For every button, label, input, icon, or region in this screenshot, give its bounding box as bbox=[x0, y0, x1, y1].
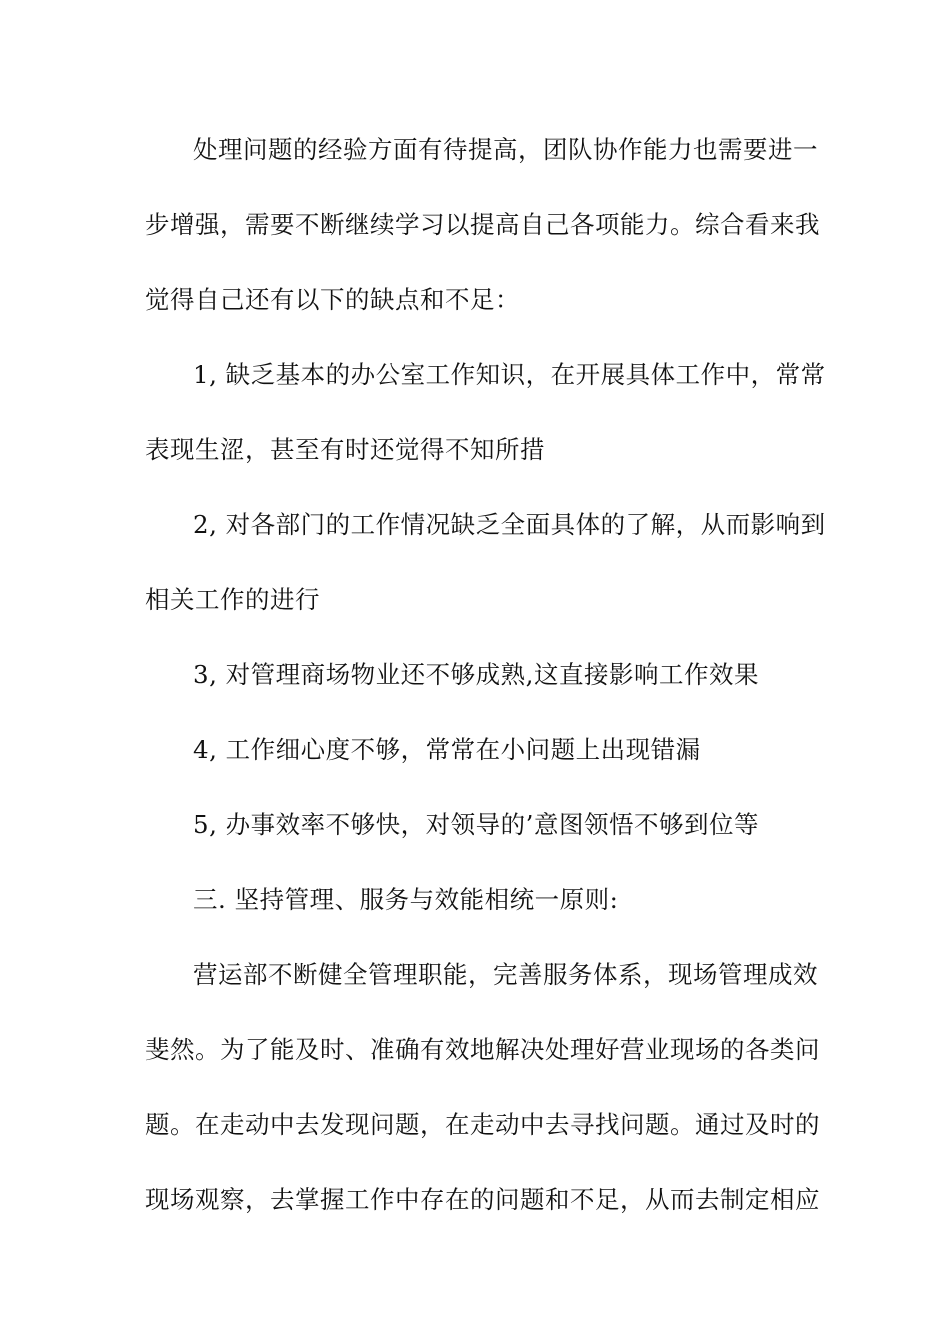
list-item-1: 1, 缺乏基本的办公室工作知识，在开展具体工作中，常常 bbox=[193, 360, 826, 389]
list-item-2: 2, 对各部门的工作情况缺乏全面具体的了解，从而影响到 bbox=[193, 510, 826, 539]
paragraph-line: 处理问题的经验方面有待提高，团队协作能力也需要进一 bbox=[193, 135, 818, 164]
paragraph-line: 相关工作的进行 bbox=[145, 585, 320, 614]
paragraph-line: 斐然。为了能及时、准确有效地解决处理好营业现场的各类问 bbox=[145, 1035, 820, 1064]
paragraph-line: 步增强，需要不断继续学习以提高自己各项能力。综合看来我 bbox=[145, 210, 820, 239]
list-item-3: 3, 对管理商场物业还不够成熟,这直接影响工作效果 bbox=[193, 660, 759, 689]
paragraph-line: 觉得自己还有以下的缺点和不足： bbox=[145, 285, 520, 314]
paragraph-line: 营运部不断健全管理职能，完善服务体系，现场管理成效 bbox=[193, 960, 818, 989]
paragraph-line: 表现生涩，甚至有时还觉得不知所措 bbox=[145, 435, 545, 464]
section-heading: 三. 坚持管理、服务与效能相统一原则: bbox=[193, 885, 619, 914]
list-item-4: 4, 工作细心度不够，常常在小问题上出现错漏 bbox=[193, 735, 701, 764]
paragraph-line: 题。在走动中去发现问题，在走动中去寻找问题。通过及时的 bbox=[145, 1110, 820, 1139]
paragraph-line: 现场观察，去掌握工作中存在的问题和不足，从而去制定相应 bbox=[145, 1185, 820, 1214]
list-item-5: 5, 办事效率不够快，对领导的’意图领悟不够到位等 bbox=[193, 810, 759, 839]
